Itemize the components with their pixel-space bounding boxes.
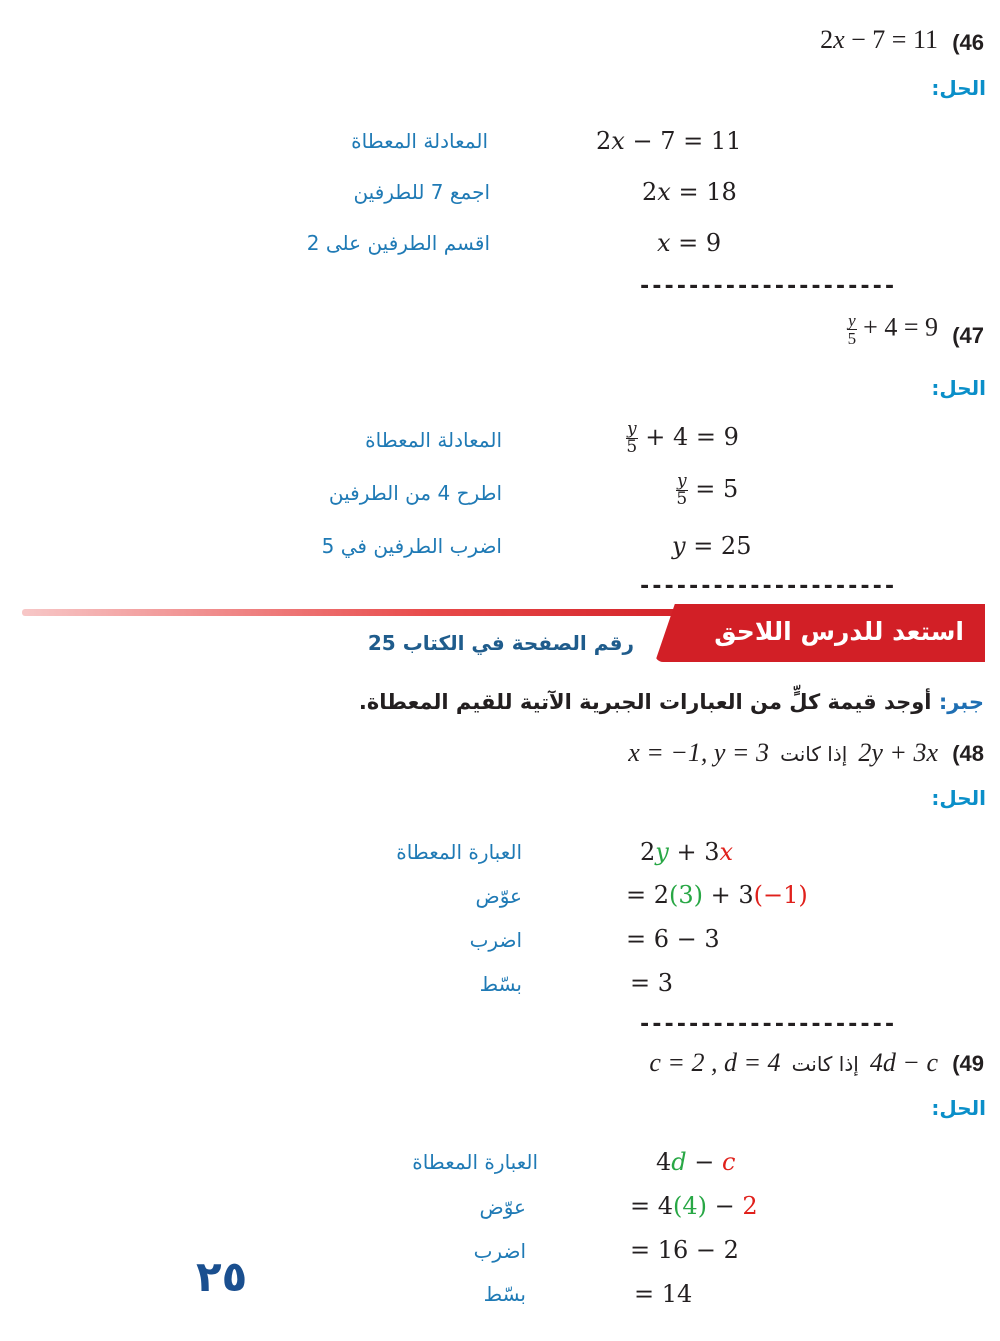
step-48-2-math (626, 881, 808, 909)
step-47-3-label: اضرب الطرفين في 5 (321, 534, 502, 558)
step-47-1-math (626, 421, 739, 456)
step-48-1-label: العبارة المعطاة (396, 840, 522, 864)
condition-word: إذا كانت (780, 742, 848, 766)
rest: + 4 = 9 (637, 423, 739, 451)
var-y: y (655, 838, 669, 866)
rest: − 7 = 11 (624, 127, 742, 155)
operator: + 3 (703, 881, 754, 909)
coef: 4 (656, 1148, 672, 1176)
step-49-3-label: اضرب (473, 1239, 526, 1263)
denominator: 5 (676, 489, 688, 509)
step-47-1-label: المعادلة المعطاة (365, 428, 502, 452)
step-49-2-label: عوّض (479, 1195, 526, 1219)
sub-d: (4) (673, 1192, 708, 1220)
step-49-4-math: = 14 (634, 1280, 693, 1308)
solution-label-46: الحل: (931, 76, 986, 100)
rest: = 25 (685, 532, 752, 560)
given-values: x = −1, y = 3 (628, 738, 769, 767)
instruction-lead: جبر: (938, 690, 984, 714)
var-c: c (722, 1148, 736, 1176)
rest: = 18 (670, 178, 737, 206)
solution-label-49: الحل: (931, 1096, 986, 1120)
rest: = 5 (687, 475, 739, 503)
coef: = 4 (630, 1192, 674, 1220)
operator: − (707, 1192, 743, 1220)
instruction-text: أوجد قيمة كلٍّ من العبارات الجبرية الآتية للقيم المعطاة. (358, 690, 939, 714)
coef: 2 (820, 25, 834, 54)
var: y (672, 532, 686, 560)
step-48-3-math: = 6 − 3 (626, 925, 720, 953)
problem-49-statement (649, 1048, 938, 1078)
fraction (626, 421, 638, 456)
solution-label-48: الحل: (931, 786, 986, 810)
step-46-2-label: اجمع 7 للطرفين (353, 180, 490, 204)
divider-1: --------------------- (638, 274, 896, 299)
equation-rest: − 7 = 11 (844, 25, 938, 54)
banner-stripe (22, 609, 702, 616)
var-x: x (719, 838, 734, 866)
fraction (847, 312, 857, 347)
step-46-1-math (596, 127, 741, 155)
equation-rest: + 4 = 9 (856, 312, 938, 342)
numerator: y (848, 311, 856, 330)
step-47-2-math (676, 473, 738, 508)
problem-47-equation (847, 312, 938, 347)
step-48-4-label: بسّط (479, 972, 522, 996)
coef: 2 (596, 127, 612, 155)
var: x (611, 127, 625, 155)
step-46-1-label: المعادلة المعطاة (351, 129, 488, 153)
problem-46-number: (46 (952, 30, 984, 55)
expression: 2y + 3x (858, 738, 938, 767)
step-49-1-math (656, 1148, 735, 1176)
divider-2: --------------------- (638, 574, 896, 599)
operator: + 3 (668, 838, 720, 866)
denominator: 5 (847, 329, 857, 348)
sub-y: (3) (669, 881, 704, 909)
instruction (359, 690, 984, 714)
step-47-3-math (672, 532, 751, 560)
solution-label-47: الحل: (931, 376, 986, 400)
step-49-2-math (630, 1192, 758, 1220)
denominator: 5 (626, 437, 638, 457)
book-page-reference: رقم الصفحة في الكتاب 25 (367, 631, 634, 655)
problem-48-number: (48 (952, 741, 984, 766)
step-46-3-label: اقسم الطرفين على 2 (306, 231, 490, 255)
problem-48-statement (628, 738, 938, 768)
expression: 4d − c (869, 1048, 938, 1077)
banner-title: استعد للدرس اللاحق (714, 617, 964, 646)
step-49-1-label: العبارة المعطاة (412, 1150, 538, 1174)
coef: 2 (642, 178, 658, 206)
step-48-2-label: عوّض (475, 884, 522, 908)
var: x (657, 178, 671, 206)
step-46-3-math (657, 229, 721, 257)
var: x (657, 229, 671, 257)
rest: = 9 (670, 229, 722, 257)
coef: 2 (640, 838, 656, 866)
step-47-2-label: اطرح 4 من الطرفين (328, 481, 502, 505)
given-values: c = 2 , d = 4 (649, 1048, 781, 1077)
var-x: x (833, 25, 845, 54)
numerator: y (677, 471, 687, 491)
sub-x: (−1) (753, 881, 808, 909)
problem-46-equation (820, 25, 938, 55)
step-48-1-math (640, 838, 733, 866)
step-46-2-math (642, 178, 737, 206)
coef: = 2 (626, 881, 670, 909)
step-48-3-label: اضرب (469, 928, 522, 952)
sub-c: 2 (742, 1192, 758, 1220)
fraction (676, 473, 688, 508)
step-49-4-label: بسّط (483, 1282, 526, 1306)
problem-47-number: (47 (952, 323, 984, 348)
step-48-4-math: = 3 (630, 969, 674, 997)
operator: − (686, 1148, 723, 1176)
problem-49-number: (49 (952, 1051, 984, 1076)
var-d: d (671, 1148, 687, 1176)
page-number: ٢٥ (196, 1252, 248, 1301)
condition-word: إذا كانت (791, 1052, 859, 1076)
numerator: y (627, 419, 637, 439)
divider-3: --------------------- (638, 1012, 896, 1037)
step-49-3-math: = 16 − 2 (630, 1236, 739, 1264)
